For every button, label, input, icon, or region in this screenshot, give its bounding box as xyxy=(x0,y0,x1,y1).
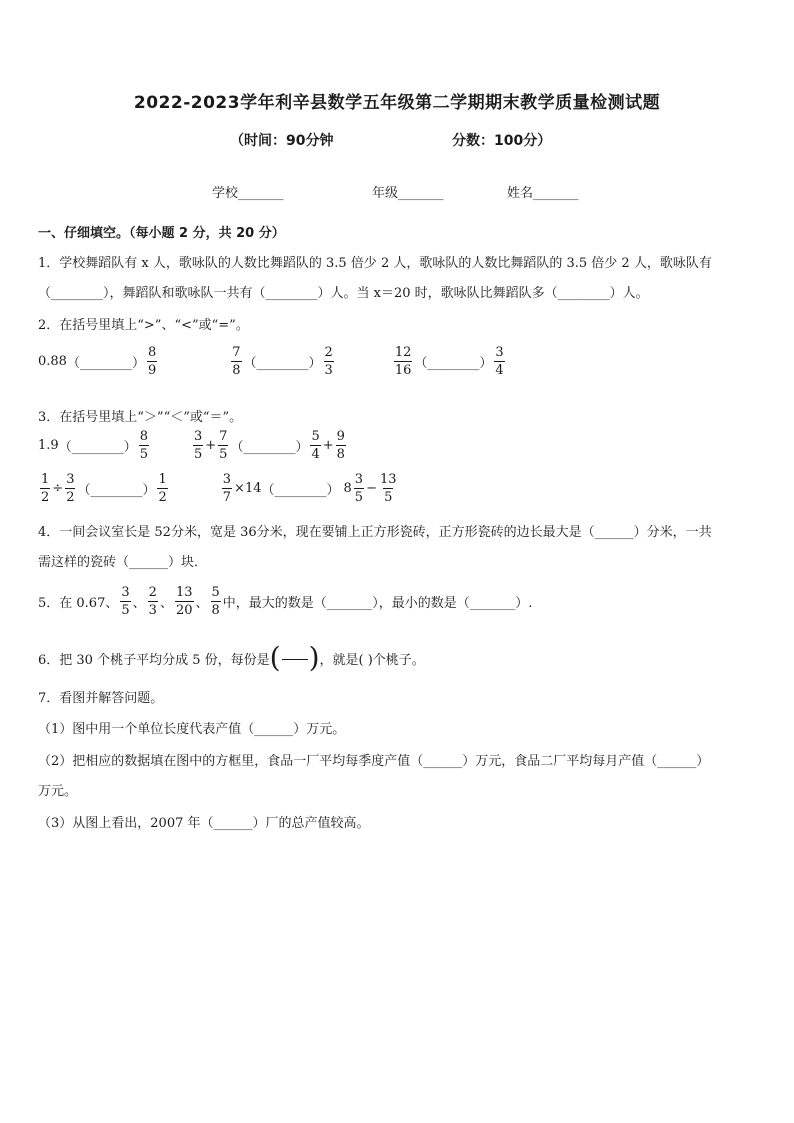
fraction: $\frac{3}{5}$ xyxy=(193,429,203,462)
question-3-row-2 xyxy=(38,473,400,504)
fraction: $\frac{12}{16}$ xyxy=(394,345,412,378)
grade-field[interactable]: 年级_______ xyxy=(372,186,444,201)
question-7-part-2-line-2: 万元。 xyxy=(38,784,78,799)
name-field[interactable]: 姓名_______ xyxy=(507,186,579,201)
question-3-prompt: 3．在括号里填上“＞”“＜”或“＝”。 xyxy=(38,410,243,425)
question-7-part-3: （3）从图上看出，2007 年（______）厂的总产值较高。 xyxy=(38,816,370,831)
fraction: $\frac{1}{2}$ xyxy=(41,472,50,505)
fraction: $\frac{9}{8}$ xyxy=(336,429,345,462)
q3-blank-1[interactable]: （________） xyxy=(58,440,137,455)
minus-sign: − xyxy=(366,481,377,496)
q3-blank-4[interactable]: （________） xyxy=(261,483,340,498)
fraction: $\frac{3}{7}$ xyxy=(222,472,232,505)
section-heading: 一、仔细填空。（每小题 2 分，共 20 分） xyxy=(38,226,285,241)
question-6: 6．把 30 个桃子平均分成 5 份，每份是 ( ) ，就是( )个桃子。 xyxy=(38,641,425,674)
fraction: $\frac{2}{3}$ xyxy=(148,585,157,618)
fraction: $\frac{3}{2}$ xyxy=(66,472,75,505)
question-5: 5．在 0.67、 $\frac{3}{5}$ 、 $\frac{2}{3}$ 、 $\frac{13}{20}$ 、 $\frac{5}{8}$ 中，最大的数是（_______），最小的数是（_______）. xyxy=(38,585,533,618)
fraction: $\frac{3}{4}$ xyxy=(495,345,504,378)
fraction: $\frac{3}{5}$ xyxy=(121,585,130,618)
multiply-term: ×14 xyxy=(234,481,262,496)
page-title: 2022-2023学年利辛县数学五年级第二学期期末教学质量检测试题 xyxy=(133,93,661,113)
fraction: $\frac{5}{4}$ xyxy=(311,429,320,462)
fraction: $\frac{7}{5}$ xyxy=(219,429,228,462)
q3-a-left: 1.9 xyxy=(38,438,59,453)
question-2-prompt: 2．在括号里填上“>”、“<”或“=”。 xyxy=(38,318,249,333)
school-field[interactable]: 学校_______ xyxy=(212,186,284,201)
q3-blank-3[interactable]: （________） xyxy=(77,483,156,498)
fraction: $\frac{7}{8}$ xyxy=(232,345,241,378)
question-4-line-1: 4．一间会议室长是 52分米，宽是 36分米，现在要铺上正方形瓷砖，正方形瓷砖的边长最大是（______）分米，一共 xyxy=(38,525,712,540)
mixed-number: 8 $\frac{3}{5}$ xyxy=(343,472,364,505)
q2-blank-3[interactable]: （________） xyxy=(414,356,493,371)
exam-time: （时间：90分钟 xyxy=(230,133,334,149)
question-7-part-2-line-1: （2）把相应的数据填在图中的方框里，食品一厂平均每季度产值（______）万元，食品二厂平均每月产值（______） xyxy=(38,754,710,769)
fraction: $\frac{3}{5}$ xyxy=(354,472,364,505)
plus-sign: + xyxy=(205,438,217,453)
question-7-prompt: 7．看图并解答问题。 xyxy=(38,691,164,706)
fraction: $\frac{2}{3}$ xyxy=(324,345,333,378)
question-1-line-1: 1．学校舞蹈队有 x 人，歌咏队的人数比舞蹈队的 3.5 倍少 2 人，歌咏队的人数比舞蹈队的 3.5 倍少 2 人，歌咏队有 xyxy=(38,256,712,271)
fraction: $\frac{8}{9}$ xyxy=(147,345,157,378)
fraction: $\frac{5}{8}$ xyxy=(211,585,220,618)
question-7-part-1: （1）图中用一个单位长度代表产值（______）万元。 xyxy=(38,722,346,737)
q3-blank-2[interactable]: （________） xyxy=(230,440,309,455)
divide-sign: ÷ xyxy=(52,481,64,496)
question-2-items xyxy=(38,346,507,377)
fraction: $\frac{1}{2}$ xyxy=(158,472,167,505)
plus-sign: + xyxy=(322,438,334,453)
question-3-row-1 xyxy=(38,430,348,461)
fraction: $\frac{13}{5}$ xyxy=(379,472,397,505)
exam-score: 分数：100分） xyxy=(452,133,552,149)
fraction: $\frac{8}{5}$ xyxy=(139,429,148,462)
question-1-line-2: （________），舞蹈队和歌咏队一共有（________）人。当 x＝20 时，歌咏队比舞蹈队多（________）人。 xyxy=(38,286,649,301)
q2-blank-2[interactable]: （________） xyxy=(243,356,322,371)
question-4-line-2: 需这样的瓷砖（______）块． xyxy=(38,555,208,570)
q2-blank-1[interactable]: （________） xyxy=(66,356,145,371)
fraction: $\frac{13}{20}$ xyxy=(175,585,193,618)
fraction-blank[interactable]: ( ) xyxy=(269,641,320,674)
q2-item-1-left: 0.88 xyxy=(38,354,67,369)
